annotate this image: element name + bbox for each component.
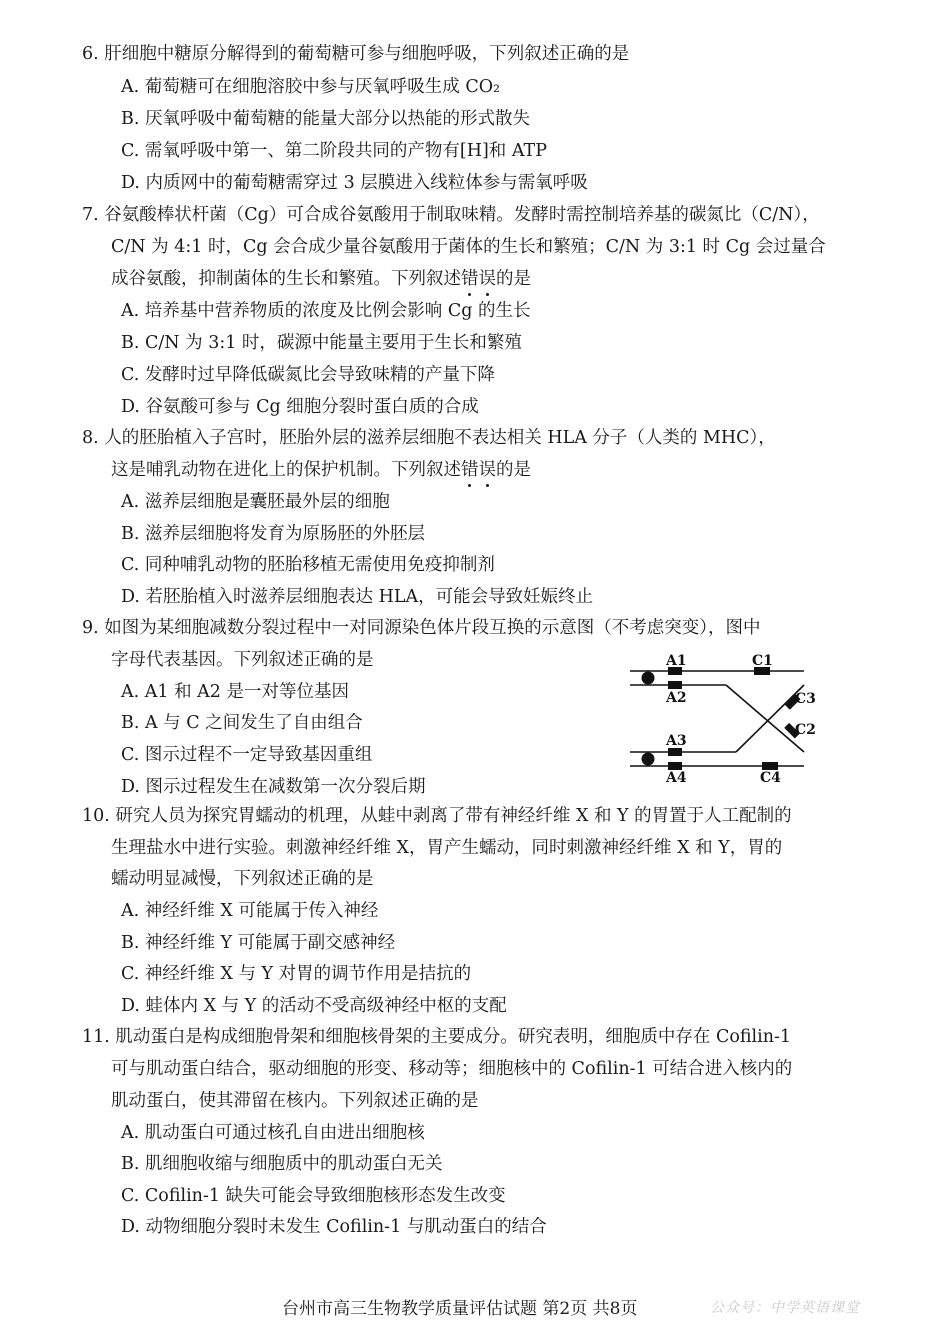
q10-stem-line1: 10. 研究人员为探究胃蠕动的机理，从蛙中剥离了带有神经纤维 X 和 Y 的胃置于人工配制的 [82, 806, 792, 826]
label-c3: C3 [795, 691, 816, 707]
label-a2: A2 [666, 690, 687, 706]
q7-option-b: B. C/N 为 3:1 时，碳源中能量主要用于生长和繁殖 [121, 333, 522, 353]
q11-option-c: C. Cofilin-1 缺失可能会导致细胞核形态发生改变 [121, 1186, 506, 1206]
q11-option-b: B. 肌细胞收缩与细胞质中的肌动蛋白无关 [121, 1154, 443, 1174]
crossover-diagram [628, 650, 818, 786]
emphasis-dot: 误 [478, 269, 496, 289]
q10-option-b: B. 神经纤维 Y 可能属于副交感神经 [121, 933, 396, 953]
gene-a2 [668, 681, 682, 689]
q7-stem-line1: 7. 谷氨酸棒状杆菌（Cg）可合成谷氨酸用于制取味精。发酵时需控制培养基的碳氮比（C/N）， [82, 205, 820, 225]
emphasis-dot: 错 [461, 460, 479, 480]
q10-stem-line3: 蠕动明显减慢，下列叙述正确的是 [111, 869, 374, 889]
q6-option-d: D. 内质网中的葡萄糖需穿过 3 层膜进入线粒体参与需氧呼吸 [121, 173, 588, 193]
label-a4: A4 [666, 770, 687, 786]
q8-stem-line1: 8. 人的胚胎植入子宫时，胚胎外层的滋养层细胞不表达相关 HLA 分子（人类的 MHC）， [82, 428, 776, 448]
watermark: 公众号：中学英语课堂 [710, 1300, 860, 1316]
q11-option-a: A. 肌动蛋白可通过核孔自由进出细胞核 [121, 1123, 425, 1143]
emphasis-dot: 错 [461, 269, 479, 289]
q8-option-c: C. 同种哺乳动物的胚胎移植无需使用免疫抑制剂 [121, 555, 495, 575]
q9-stem-line2: 字母代表基因。下列叙述正确的是 [111, 650, 374, 670]
q8-option-a: A. 滋养层细胞是囊胚最外层的细胞 [121, 492, 390, 512]
q8-stem-line2: 这是哺乳动物在进化上的保护机制。下列叙述错误的是 [111, 460, 531, 480]
gene-c4 [762, 762, 778, 770]
q9-stem-line1: 9. 如图为某细胞减数分裂过程中一对同源染色体片段互换的示意图（不考虑突变），图中 [82, 618, 761, 638]
label-c4: C4 [760, 770, 781, 786]
q9-option-d: D. 图示过程发生在减数第一次分裂后期 [121, 777, 426, 797]
q8-option-b: B. 滋养层细胞将发育为原肠胚的外胚层 [121, 524, 425, 544]
q10-option-a: A. 神经纤维 X 可能属于传入神经 [121, 901, 379, 921]
page-footer: 台州市高三生物教学质量评估试题 第2页 共8页 [282, 1299, 638, 1319]
q7-option-d: D. 谷氨酸可参与 Cg 细胞分裂时蛋白质的合成 [121, 397, 479, 417]
q10-option-d: D. 蛙体内 X 与 Y 的活动不受高级神经中枢的支配 [121, 996, 507, 1016]
q8-option-d: D. 若胚胎植入时滋养层细胞表达 HLA，可能会导致妊娠终止 [121, 587, 594, 607]
gene-a3 [668, 748, 682, 756]
emphasis-dot: 误 [478, 460, 496, 480]
label-a1: A1 [666, 653, 687, 669]
label-c1: C1 [752, 653, 773, 669]
q11-option-d: D. 动物细胞分裂时未发生 Cofilin-1 与肌动蛋白的结合 [121, 1217, 547, 1237]
q7-option-c: C. 发酵时过早降低碳氮比会导致味精的产量下降 [121, 365, 495, 385]
q6-stem: 6. 肝细胞中糖原分解得到的葡萄糖可参与细胞呼吸，下列叙述正确的是 [82, 44, 630, 64]
q11-stem-line1: 11. 肌动蛋白是构成细胞骨架和细胞核骨架的主要成分。研究表明，细胞质中存在 Cofilin-1 [82, 1027, 792, 1047]
q6-option-a: A. 葡萄糖可在细胞溶胶中参与厌氧呼吸生成 CO₂ [121, 77, 501, 97]
label-a3: A3 [666, 733, 687, 749]
centromere [642, 753, 655, 766]
q10-stem-line2: 生理盐水中进行实验。刺激神经纤维 X，胃产生蠕动，同时刺激神经纤维 X 和 Y，胃的 [111, 838, 783, 858]
label-c2: C2 [795, 722, 816, 738]
centromere [642, 672, 655, 685]
gene-a4 [668, 762, 682, 770]
q7-option-a: A. 培养基中营养物质的浓度及比例会影响 Cg 的生长 [121, 301, 531, 321]
q10-option-c: C. 神经纤维 X 与 Y 对胃的调节作用是拮抗的 [121, 964, 472, 984]
q9-option-b: B. A 与 C 之间发生了自由组合 [121, 713, 363, 733]
q7-stem-line3: 成谷氨酸，抑制菌体的生长和繁殖。下列叙述错误的是 [111, 269, 531, 289]
q6-option-c: C. 需氧呼吸中第一、第二阶段共同的产物有[H]和 ATP [121, 141, 547, 161]
q11-stem-line3: 肌动蛋白，使其滞留在核内。下列叙述正确的是 [111, 1091, 479, 1111]
q11-stem-line2: 可与肌动蛋白结合，驱动细胞的形变、移动等；细胞核中的 Cofilin-1 可结合进入核内的 [111, 1059, 793, 1079]
chromatid-crossover [726, 685, 804, 752]
q7-stem-line2: C/N 为 4:1 时，Cg 会合成少量谷氨酸用于菌体的生长和繁殖；C/N 为 3:1 时 Cg 会过量合 [111, 237, 826, 257]
chromatid-crossover [736, 685, 804, 752]
q9-option-c: C. 图示过程不一定导致基因重组 [121, 745, 373, 765]
q9-option-a: A. A1 和 A2 是一对等位基因 [121, 682, 349, 702]
q6-option-b: B. 厌氧呼吸中葡萄糖的能量大部分以热能的形式散失 [121, 109, 530, 129]
